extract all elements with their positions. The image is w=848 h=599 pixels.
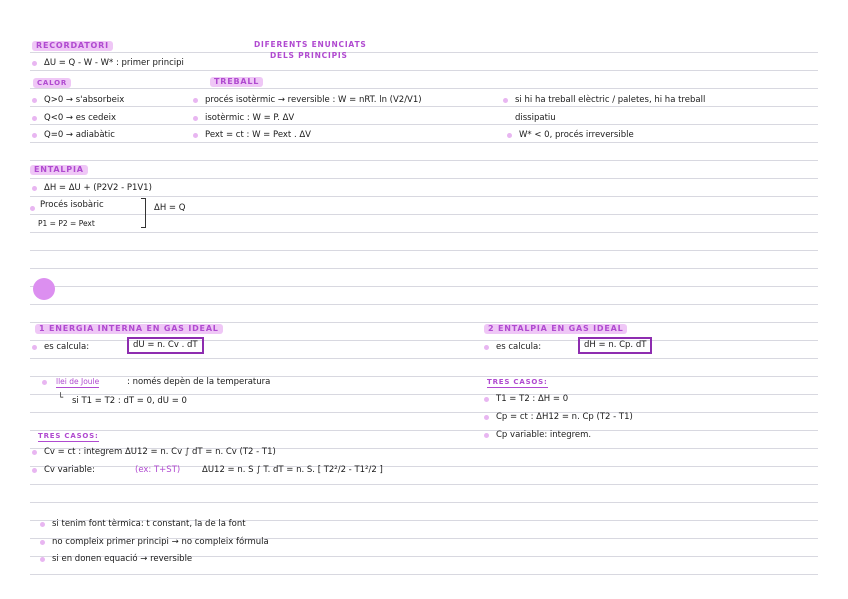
- bullet: [32, 61, 37, 66]
- principles-heading-line2: DELS PRINCIPIS: [270, 51, 348, 60]
- note-item: si hi ha treball elèctric / paletes, hi ha treball: [515, 95, 706, 105]
- bullet: [32, 116, 37, 121]
- case-cv-variable-example: (ex: T+ST): [135, 465, 181, 475]
- entalpia-case: Cp variable: integrem.: [496, 430, 592, 440]
- bullet: [32, 450, 37, 455]
- cases-heading: TRES CASOS:: [38, 432, 99, 440]
- entalpia-formula: ΔH = ΔU + (P2V2 - P1V1): [44, 183, 152, 193]
- bullet: [193, 116, 198, 121]
- bullet: [32, 345, 37, 350]
- bullet: [30, 206, 35, 211]
- bullet: [484, 345, 489, 350]
- bullet: [32, 186, 37, 191]
- bullet: [40, 540, 45, 545]
- bullet: [32, 468, 37, 473]
- joule-label: llei de Joule: [56, 377, 100, 386]
- bullet: [484, 397, 489, 402]
- joule-arrow: └: [58, 393, 64, 403]
- calor-heading: CALOR: [33, 78, 71, 88]
- recordatori-heading: RECORDATORI: [32, 41, 113, 51]
- entalpia-case: Cp = ct : ΔH12 = n. Cp (T2 - T1): [496, 412, 633, 422]
- bullet: [193, 98, 198, 103]
- footer-note: si en donen equació → reversible: [52, 554, 193, 564]
- calc-label: es calcula:: [44, 342, 90, 352]
- entalpia-heading: ENTALPIA: [30, 165, 88, 175]
- entalpia-formula-box: dH = n. Cp. dT: [578, 337, 652, 354]
- bullet: [32, 133, 37, 138]
- entalpia-result: ΔH = Q: [154, 203, 186, 213]
- bracket: [141, 198, 146, 228]
- bullet: [40, 522, 45, 527]
- treball-item: procés isotèrmic → reversible : W = nRT. ln (V2/V1): [205, 95, 422, 105]
- case-cv-variable-label: Cv variable:: [44, 465, 95, 475]
- treball-item: Pext = ct : W = Pext . ΔV: [205, 130, 311, 140]
- note-item: dissipatiu: [515, 113, 556, 123]
- bullet: [503, 98, 508, 103]
- first-principle: ΔU = Q - W - W* : primer principi: [44, 58, 184, 68]
- calor-item: Q<0 → es cedeix: [44, 113, 117, 123]
- section-marker: [33, 278, 55, 300]
- treball-item: isotèrmic : W = P. ΔV: [205, 113, 295, 123]
- entalpia-case: T1 = T2 : ΔH = 0: [496, 394, 569, 404]
- bullet: [484, 415, 489, 420]
- bullet: [507, 133, 512, 138]
- bullet: [42, 380, 47, 385]
- case-cv-variable-formula: ΔU12 = n. S ∫ T. dT = n. S. [ T2²/2 - T1²/2 ]: [202, 465, 383, 475]
- joule-text: : només depèn de la temperatura: [127, 377, 271, 387]
- energia-interna-heading: 1 ENERGIA INTERNA EN GAS IDEAL: [35, 324, 223, 334]
- entalpia-gas-heading: 2 ENTALPIA EN GAS IDEAL: [484, 324, 627, 334]
- footer-note: no compleix primer principi → no compleix fórmula: [52, 537, 269, 547]
- calor-item: Q>0 → s'absorbeix: [44, 95, 125, 105]
- joule-case: si T1 = T2 : dT = 0, dU = 0: [72, 396, 187, 406]
- note-item: W* < 0, procés irreversible: [519, 130, 634, 140]
- bullet: [32, 98, 37, 103]
- calor-item: Q=0 → adiabàtic: [44, 130, 115, 140]
- treball-heading: TREBALL: [210, 77, 263, 87]
- energia-formula-box: dU = n. Cv . dT: [127, 337, 204, 354]
- footer-note: si tenim font tèrmica: t constant, la de la font: [52, 519, 246, 529]
- cases-heading: TRES CASOS:: [487, 378, 548, 386]
- bullet: [40, 557, 45, 562]
- isobaric-label: Procés isobàric: [40, 200, 104, 210]
- bullet: [193, 133, 198, 138]
- case-cv-constant: Cv = ct : integrem ΔU12 = n. Cv ∫ dT = n. Cv (T2 - T1): [44, 447, 276, 457]
- bullet: [484, 433, 489, 438]
- pressures-label: P1 = P2 = Pext: [38, 219, 95, 228]
- principles-heading-line1: DIFERENTS ENUNCIATS: [254, 40, 367, 49]
- calc-label: es calcula:: [496, 342, 542, 352]
